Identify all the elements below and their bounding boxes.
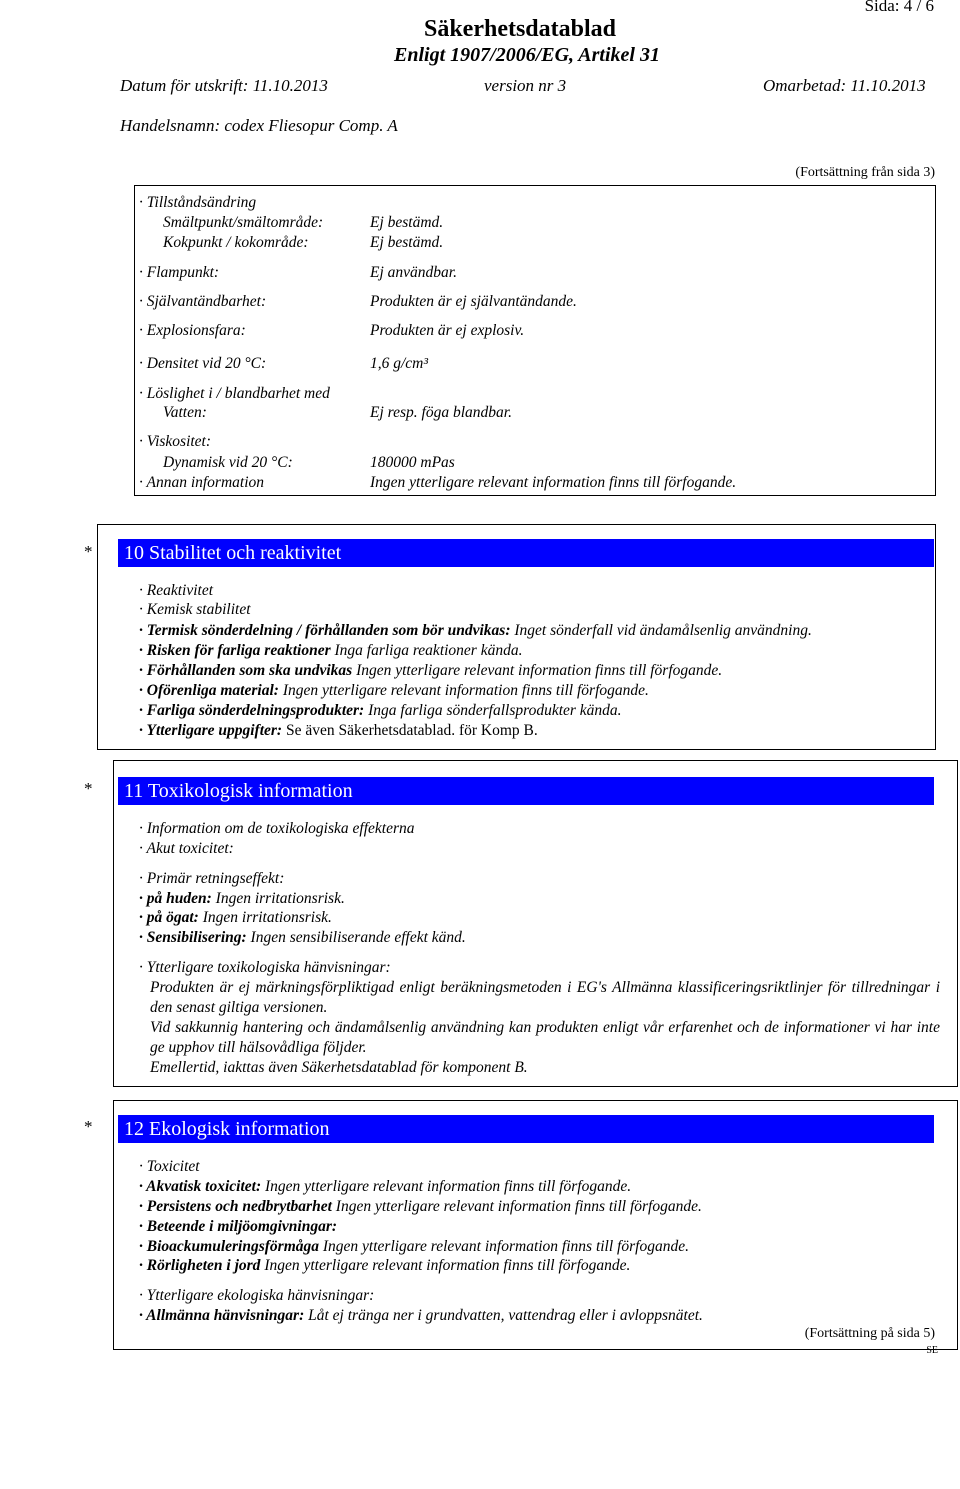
sensitisation xyxy=(139,928,466,948)
tox-paragraph-2: Vid sakkunnig hantering och ändamålsenlig användning kan produkten enligt vår erfarenhet och de informationer vi har inte ge upphov till hälsovådliga följder. xyxy=(150,1019,940,1056)
melting-point-value: Ej bestämd. xyxy=(370,214,444,231)
chemical-stability-label: · Kemisk stabilitet xyxy=(139,601,251,618)
version-number: version nr 3 xyxy=(484,76,567,95)
further-eco-label: · Ytterligare ekologiska hänvisningar: xyxy=(139,1287,375,1304)
self-ignition-label: · Självantändbarhet: xyxy=(139,293,267,310)
section-12-header xyxy=(118,1115,934,1143)
section-10-title: 10 Stabilitet och reaktivitet xyxy=(124,542,342,564)
water-value: Ej resp. föga blandbar. xyxy=(370,404,512,421)
reactivity-label: · Reaktivitet xyxy=(139,582,214,599)
page-number: Sida: 4 / 6 xyxy=(864,0,934,15)
section-11-changed-marker: * xyxy=(84,779,93,798)
persistence xyxy=(139,1197,702,1217)
hazardous-reactions xyxy=(139,641,522,661)
further-tox-label: · Ytterligare toxikologiska hänvisningar: xyxy=(139,959,391,976)
print-date: Datum för utskrift: 11.10.2013 xyxy=(120,76,328,95)
thermal-decomposition-label: · Termisk sönderdelning / förhållanden som bör undvikas: xyxy=(139,622,511,639)
general-notes-value: Låt ej tränga ner i grundvatten, vattendrag eller i avloppsnätet. xyxy=(304,1307,703,1324)
bioaccumulation-label: · Bioackumuleringsförmåga xyxy=(139,1238,319,1255)
section-11-header xyxy=(118,777,934,805)
soil-mobility-label: · Rörligheten i jord xyxy=(139,1257,261,1274)
flash-point-value: Ej användbar. xyxy=(370,264,457,281)
sensitisation-label: · Sensibilisering: xyxy=(139,929,247,946)
section-12-changed-marker: * xyxy=(84,1117,93,1136)
density-label: · Densitet vid 20 °C: xyxy=(139,355,267,372)
hazardous-reactions-value: Inga farliga reaktioner kända. xyxy=(330,642,523,659)
other-info-label: · Annan information xyxy=(139,474,265,491)
acute-toxicity-label: · Akut toxicitet: xyxy=(139,840,234,857)
incompatible-materials-label: · Oförenliga material: xyxy=(139,682,279,699)
decomposition-products-label: · Farliga sönderdelningsprodukter: xyxy=(139,702,365,719)
explosion-label: · Explosionsfara: xyxy=(139,322,246,339)
persistence-label: · Persistens och nedbrytbarhet xyxy=(139,1198,332,1215)
toxicological-info-label: · Information om de toxikologiska effekterna xyxy=(139,820,415,837)
density-value: 1,6 g/cm³ xyxy=(370,355,429,372)
hazardous-reactions-label: · Risken för farliga reaktioner xyxy=(139,642,331,659)
additional-info-label: · Ytterligare uppgifter: xyxy=(139,722,283,739)
flash-point-label: · Flampunkt: xyxy=(139,264,220,281)
bioaccumulation xyxy=(139,1237,689,1257)
thermal-decomposition xyxy=(139,621,812,641)
soil-mobility xyxy=(139,1256,630,1276)
melting-point-label: Smältpunkt/smältområde: xyxy=(163,214,324,231)
soil-mobility-value: Ingen ytterligare relevant information finns till förfogande. xyxy=(260,1257,631,1274)
environmental-behaviour-label: · Beteende i miljöomgivningar: xyxy=(139,1218,338,1235)
aquatic-toxicity-value: Ingen ytterligare relevant information finns till förfogande. xyxy=(261,1178,632,1195)
toxicity-label: · Toxicitet xyxy=(139,1158,200,1175)
conditions-to-avoid-label: · Förhållanden som ska undvikas xyxy=(139,662,353,679)
section-12-title: 12 Ekologisk information xyxy=(124,1118,330,1140)
other-info-value: Ingen ytterligare relevant information finns till förfogande. xyxy=(370,474,737,491)
section-10-header xyxy=(118,539,934,567)
water-label: Vatten: xyxy=(163,404,207,421)
continued-from-note: (Fortsättning från sida 3) xyxy=(795,165,935,180)
thermal-decomposition-value: Inget sönderfall vid ändamålsenlig användning. xyxy=(510,622,812,639)
conditions-to-avoid-value: Ingen ytterligare relevant information finns till förfogande. xyxy=(352,662,723,679)
primary-irritation-label: · Primär retningseffekt: xyxy=(139,870,285,887)
document-title: Säkerhetsdatablad xyxy=(423,16,617,42)
dynamic-viscosity-value: 180000 mPas xyxy=(370,454,455,471)
incompatible-materials xyxy=(139,681,649,701)
revised-date: Omarbetad: 11.10.2013 xyxy=(763,76,926,95)
additional-info xyxy=(139,721,538,741)
skin-value: Ingen irritationsrisk. xyxy=(211,890,345,907)
skin xyxy=(139,889,345,909)
tox-paragraph-1: Produkten är ej märkningsförpliktigad enligt beräkningsmetoden i EG's Allmänna klassificeringsriktlinjer för tillredningar i den senast giltiga versionen. xyxy=(150,979,940,1016)
persistence-value: Ingen ytterligare relevant information finns till förfogande. xyxy=(331,1198,702,1215)
incompatible-materials-value: Ingen ytterligare relevant information finns till förfogande. xyxy=(278,682,649,699)
eye-value: Ingen irritationsrisk. xyxy=(198,909,332,926)
state-change-label: · Tillståndsändring xyxy=(139,194,257,211)
document-subtitle: Enligt 1907/2006/EG, Artikel 31 xyxy=(394,44,660,66)
boiling-point-label: Kokpunkt / kokområde: xyxy=(163,234,309,251)
general-notes-label: · Allmänna hänvisningar: xyxy=(139,1307,305,1324)
eye-label: · på ögat: xyxy=(139,909,199,926)
skin-label: · på huden: xyxy=(139,890,212,907)
eye xyxy=(139,908,332,928)
decomposition-products xyxy=(139,701,622,721)
bioaccumulation-value: Ingen ytterligare relevant information finns till förfogande. xyxy=(319,1238,689,1255)
dynamic-viscosity-label: Dynamisk vid 20 °C: xyxy=(163,454,293,471)
conditions-to-avoid xyxy=(139,661,722,681)
decomposition-products-value: Inga farliga sönderfallsprodukter kända. xyxy=(364,702,622,719)
aquatic-toxicity-label: · Akvatisk toxicitet: xyxy=(139,1178,262,1195)
explosion-value: Produkten är ej explosiv. xyxy=(370,322,525,339)
self-ignition-value: Produkten är ej självantändande. xyxy=(370,293,577,310)
aquatic-toxicity xyxy=(139,1177,631,1197)
section-11-title: 11 Toxikologisk information xyxy=(124,780,353,802)
solubility-label: · Löslighet i / blandbarhet med xyxy=(139,385,330,402)
additional-info-value: Se även Säkerhetsdatablad. för Komp B. xyxy=(282,722,538,739)
sensitisation-value: Ingen sensibiliserande effekt känd. xyxy=(246,929,466,946)
section-10-changed-marker: * xyxy=(84,542,93,561)
viscosity-label: · Viskositet: xyxy=(139,433,212,450)
continued-to-note: (Fortsättning på sida 5) xyxy=(804,1326,935,1341)
boiling-point-value: Ej bestämd. xyxy=(370,234,444,251)
general-notes xyxy=(139,1306,703,1326)
tox-paragraph-3: Emellertid, iakttas även Säkerhetsdatablad för komponent B. xyxy=(150,1059,528,1076)
trade-name: Handelsnamn: codex Fliesopur Comp. A xyxy=(120,116,398,135)
country-code: SE xyxy=(926,1345,938,1356)
